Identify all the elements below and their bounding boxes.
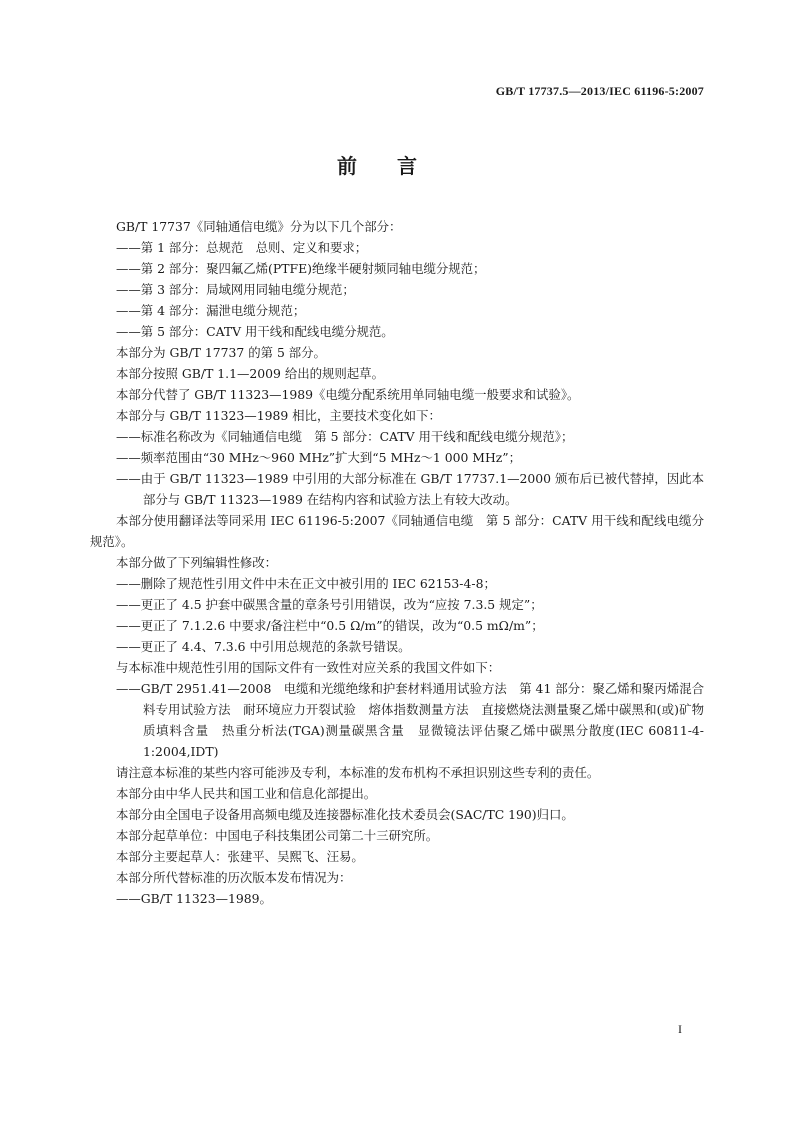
list-item: ——更正了 4.5 护套中碳黑含量的章条号引用错误，改为“应按 7.3.5 规定”； [116,597,543,612]
list-item: ——频率范围由“30 MHz～960 MHz”扩大到“5 MHz～1 000 MHz”； [116,450,522,465]
list-item: ——第 5 部分：CATV 用干线和配线电缆分规范。 [116,324,394,339]
paragraph: 本部分为 GB/T 17737 的第 5 部分。 [116,345,326,360]
list-item: ——GB/T 2951.41—2008 电缆和光缆绝缘和护套材料通用试验方法 第 41 部分：聚乙烯和聚丙烯混合料专用试验方法 耐环境应力开裂试验 熔体指数测量方法 直接燃烧法测量聚乙烯中碳黑和(或)矿物质填料含量 热重分析法(TGA)测量碳黑含量 显微镜法评估聚乙烯中碳黑分散度(IEC 60811-4-1:2004,IDT) [116,681,704,759]
page-title: 前言 [337,154,457,178]
paragraph: 本部分与 GB/T 11323—1989 相比，主要技术变化如下： [116,408,441,423]
list-item: ——第 3 部分：局域网用同轴电缆分规范； [116,282,355,297]
standard-code-header: GB/T 17737.5—2013/IEC 61196-5:2007 [495,84,704,98]
list-item: ——第 4 部分：漏泄电缆分规范； [116,303,306,318]
paragraph: GB/T 17737《同轴通信电缆》分为以下几个部分： [116,219,402,234]
paragraph: 本部分使用翻译法等同采用 IEC 61196-5:2007《同轴通信电缆 第 5 部分：CATV 用干线和配线电缆分规范》。 [90,513,704,549]
paragraph: 本部分由全国电子设备用高频电缆及连接器标准化技术委员会(SAC/TC 190)归口。 [116,807,574,822]
paragraph: 本部分所代替标准的历次版本发布情况为： [116,870,352,885]
paragraph: 本部分起草单位：中国电子科技集团公司第二十三研究所。 [116,828,439,843]
paragraph: 请注意本标准的某些内容可能涉及专利，本标准的发布机构不承担识别这些专利的责任。 [116,765,600,780]
list-item: ——第 1 部分：总规范 总则、定义和要求； [116,240,368,255]
list-item: ——删除了规范性引用文件中未在正文中被引用的 IEC 62153-4-8； [116,576,496,591]
list-item: ——标准名称改为《同轴通信电缆 第 5 部分：CATV 用干线和配线电缆分规范》； [116,429,574,444]
list-item: ——GB/T 11323—1989。 [116,891,272,906]
paragraph: 本部分代替了 GB/T 11323—1989《电缆分配系统用单同轴电缆一般要求和试验》。 [116,387,580,402]
list-item: ——由于 GB/T 11323—1989 中引用的大部分标准在 GB/T 17737.1—2000 颁布后已被代替掉，因此本部分与 GB/T 11323—1989 在结构内容和试验方法上有较大改动。 [116,471,704,507]
paragraph: 本部分由中华人民共和国工业和信息化部提出。 [116,786,377,801]
list-item: ——第 2 部分：聚四氟乙烯(PTFE)绝缘半硬射频同轴电缆分规范； [116,261,486,276]
page-number: I [678,1022,682,1036]
paragraph: 与本标准中规范性引用的国际文件有一致性对应关系的我国文件如下： [116,660,501,675]
paragraph: 本部分做了下列编辑性修改： [116,555,278,570]
paragraph: 本部分按照 GB/T 1.1—2009 给出的规则起草。 [116,366,384,381]
paragraph: 本部分主要起草人：张建平、吴熙飞、汪易。 [116,849,364,864]
list-item: ——更正了 4.4、7.3.6 中引用总规范的条款号错误。 [116,639,411,654]
list-item: ——更正了 7.1.2.6 中要求/备注栏中“0.5 Ω/m”的错误，改为“0.5 mΩ/m”； [116,618,544,633]
foreword-body [90,216,704,909]
